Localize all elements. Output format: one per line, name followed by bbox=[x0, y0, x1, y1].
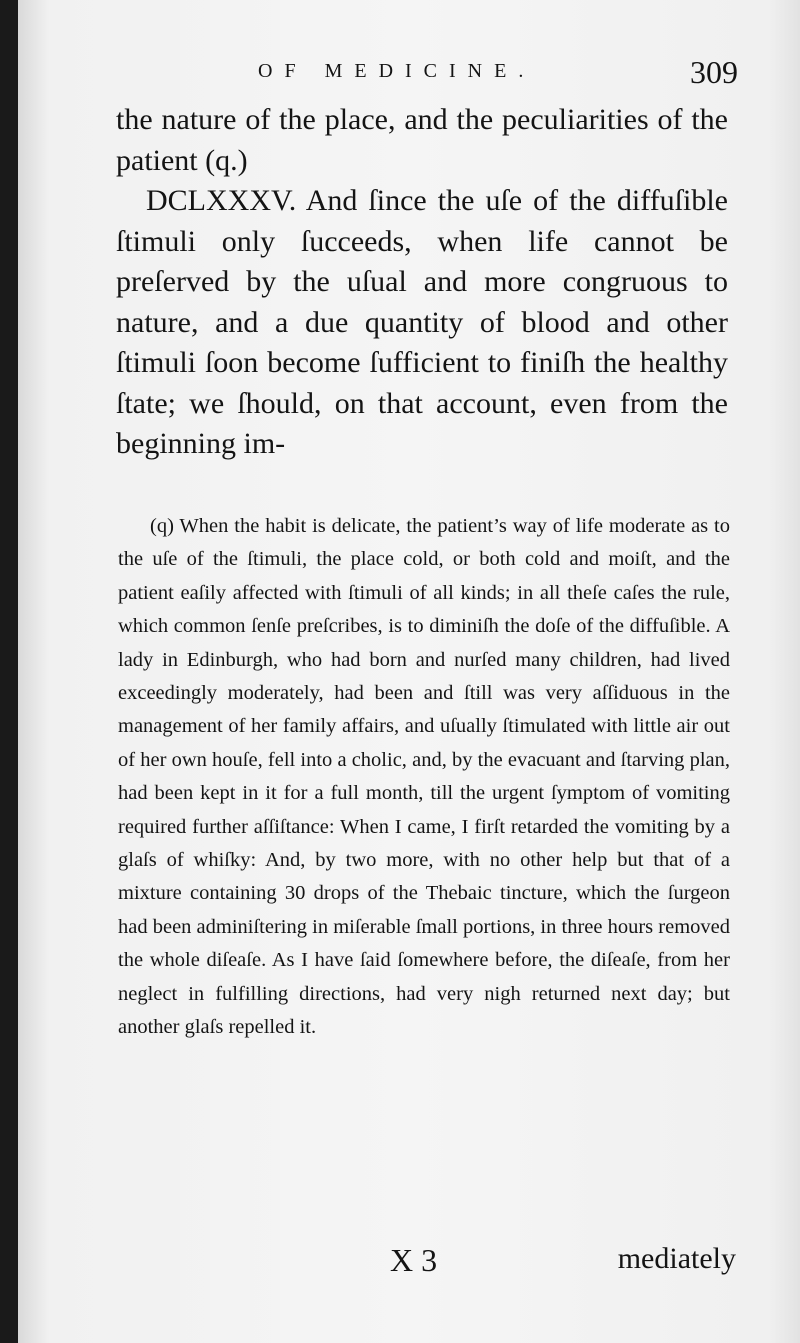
paragraph-continuation: the nature of the place, and the peculiarities of the patient (q.) bbox=[116, 103, 728, 177]
page-header bbox=[18, 56, 800, 96]
page-footer bbox=[18, 1240, 800, 1290]
footnote bbox=[118, 510, 730, 1045]
running-head: OF MEDICINE. bbox=[258, 60, 536, 82]
catchword: mediately bbox=[617, 1242, 736, 1275]
main-text bbox=[116, 100, 728, 465]
signature-mark: X 3 bbox=[390, 1242, 438, 1278]
book-page bbox=[18, 0, 800, 1343]
page-number: 309 bbox=[690, 54, 738, 90]
footnote-text: (q) When the habit is delicate, the patient’s way of life moderate as to the uſe of the ſtimuli, the place cold, or both cold and moiſt, and the patient eaſily affected with ſtimuli of all kinds; in all theſe caſes the rule, which common ſenſe preſcribes, is to diminiſh the doſe of the diffuſible. A lady in Edinburgh, who had born and nurſed many children, had lived exceedingly moderately, had been and ſtill was very aſſiduous in the management of her family affairs, and uſually ſtimulated with little air out of her own houſe, fell into a cholic, and, by the evacuant and ſtarving plan, had been kept in it for a full month, till the urgent ſymptom of vomiting required further aſſiſtance: When I came, I firſt retarded the vomiting by a glaſs of whiſky: And, by two more, with no other help but that of a mixture containing 30 drops of the Thebaic tincture, which the ſurgeon had been adminiſtering in miſerable ſmall portions, in three hours removed the whole diſeaſe. As I have ſaid ſomewhere before, the diſeaſe, from her neglect in fulfilling directions, had very nigh returned next day; but another glaſs repelled it. bbox=[118, 515, 730, 1039]
paragraph-685: DCLXXXV. And ſince the uſe of the diffuſible ſtimuli only ſucceeds, when life cannot be preſerved by the uſual and more congruous to nature, and a due quantity of blood and other ſtimuli ſoon become ſufficient to finiſh the healthy ſtate; we ſhould, on that account, even from the beginning im- bbox=[116, 184, 728, 460]
